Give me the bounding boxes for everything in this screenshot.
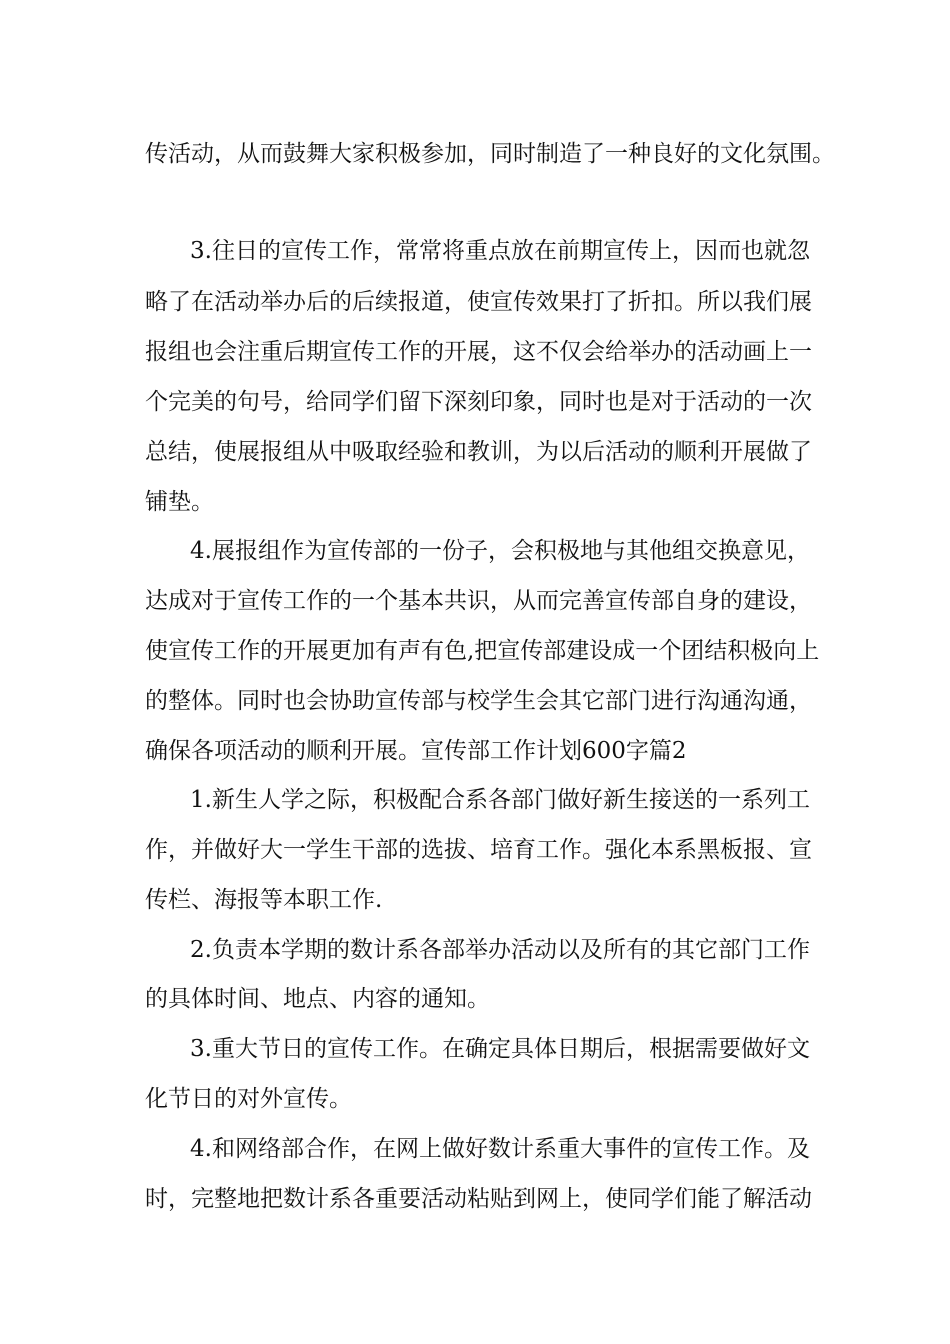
text-line: 1.新生人学之际，积极配合系各部门做好新生接送的一系列工	[190, 787, 810, 813]
text-line: 个完美的句号，给同学们留下深刻印象，同时也是对于活动的一次	[145, 389, 812, 415]
text-line: 铺垫。	[145, 489, 214, 515]
text-line: 的具体时间、地点、内容的通知。	[145, 986, 490, 1012]
text-line: 传栏、海报等本职工作.	[145, 887, 383, 913]
text-line: 使宣传工作的开展更加有声有色,把宣传部建设成一个团结积极向上	[145, 638, 820, 664]
text-line: 3.重大节日的宣传工作。在确定具体日期后，根据需要做好文	[190, 1036, 810, 1062]
text-line: 作，并做好大一学生干部的选拔、培育工作。强化本系黑板报、宣	[145, 837, 812, 863]
text-line: 确保各项活动的顺利开展。宣传部工作计划600字篇2	[145, 738, 687, 764]
text-line: 传活动，从而鼓舞大家积极参加，同时制造了一种良好的文化氛围。	[145, 141, 835, 167]
text-line: 略了在活动举办后的后续报道，使宣传效果打了折扣。所以我们展	[145, 289, 812, 315]
text-line: 4.展报组作为宣传部的一份子，会积极地与其他组交换意见，	[190, 538, 810, 564]
text-line: 总结，使展报组从中吸取经验和教训，为以后活动的顺利开展做了	[145, 439, 812, 465]
text-line: 4.和网络部合作，在网上做好数计系重大事件的宣传工作。及	[190, 1136, 810, 1162]
text-line: 2.负责本学期的数计系各部举办活动以及所有的其它部门工作	[190, 937, 810, 963]
text-line: 的整体。同时也会协助宣传部与校学生会其它部门进行沟通沟通，	[145, 688, 812, 714]
text-line: 化节日的对外宣传。	[145, 1086, 352, 1112]
text-line: 3.往日的宣传工作，常常将重点放在前期宣传上，因而也就忽	[190, 238, 810, 264]
text-line: 报组也会注重后期宣传工作的开展，这不仅会给举办的活动画上一	[145, 339, 812, 365]
text-line: 时，完整地把数计系各重要活动粘贴到网上，使同学们能了解活动	[145, 1186, 812, 1212]
text-line: 达成对于宣传工作的一个基本共识，从而完善宣传部自身的建设，	[145, 588, 812, 614]
